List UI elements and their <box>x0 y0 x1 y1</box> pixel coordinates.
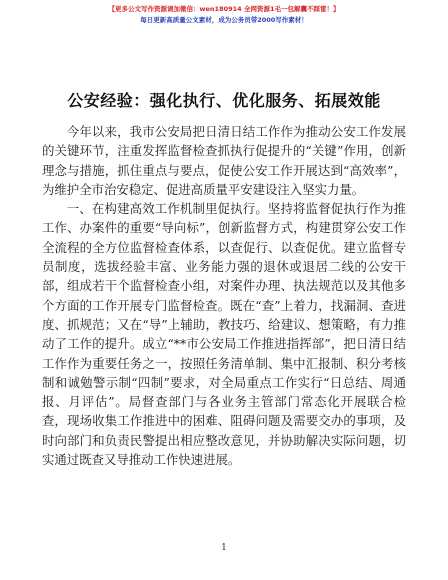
promo-banner-line-2: 每日更新高质量公文素材，成为公务员带2000写作素材！ <box>140 16 308 24</box>
document-title: 公安经验：强化执行、优化服务、拓展效能 <box>67 91 381 110</box>
promo-banner-line-1: 【更多公文写作资源请加微信：wen180914 全网资源1毛一包解囊不踩雷！】 <box>108 5 340 13</box>
intro-paragraph: 今年以来，我市公安局把日清日结工作作为推动公安工作发展的关键环节，注重发挥监督检查抓执行促提升的“关键”作用，创新理念与措施，抓住重点与要点，促使公安工作开展达到“高效率”，为维护全市治安稳定、促进高质量平安建设注入坚实力量。 <box>42 124 406 197</box>
promo-banner <box>0 4 448 26</box>
document-body <box>42 122 406 469</box>
section-one-paragraph: 一、在构建高效工作机制里促执行。坚持将监督促执行作为推工作、办案件的重要“导向标”，创新监督方式，构建贯穿公安工作全流程的全方位监督检查体系，以查促行、以查促优。建立监督专员制度，选拔经验丰富、业务能力强的退休或退居二线的公安干部，组成若干个监督检查小组，对案件办理、执法规范以及其他多个方面的工作开展专门监督检查。既在“查”上着力，找漏洞、查进度、抓规范；又在“导”上辅助，教技巧、给建议、想策略，有力推动了工作的提升。成立“**市公安局工作推进指挥部”，把日清日结工作作为重要任务之一，按照任务清单制、集中汇报制、积分考核制和诚勉警示制“四制”要求，对全局重点工作实行“日总结、周通报、月评估”。局督查部门与各业务主管部门常态化开展联合检查，现场收集工作推进中的困难、阻碍问题及需要交办的事项，及时向部门和负责民警提出相应整改意见，并协助解决实际问题，切实通过既查又导推动工作快速进展。 <box>42 201 406 468</box>
page-number: 1 <box>221 543 227 553</box>
